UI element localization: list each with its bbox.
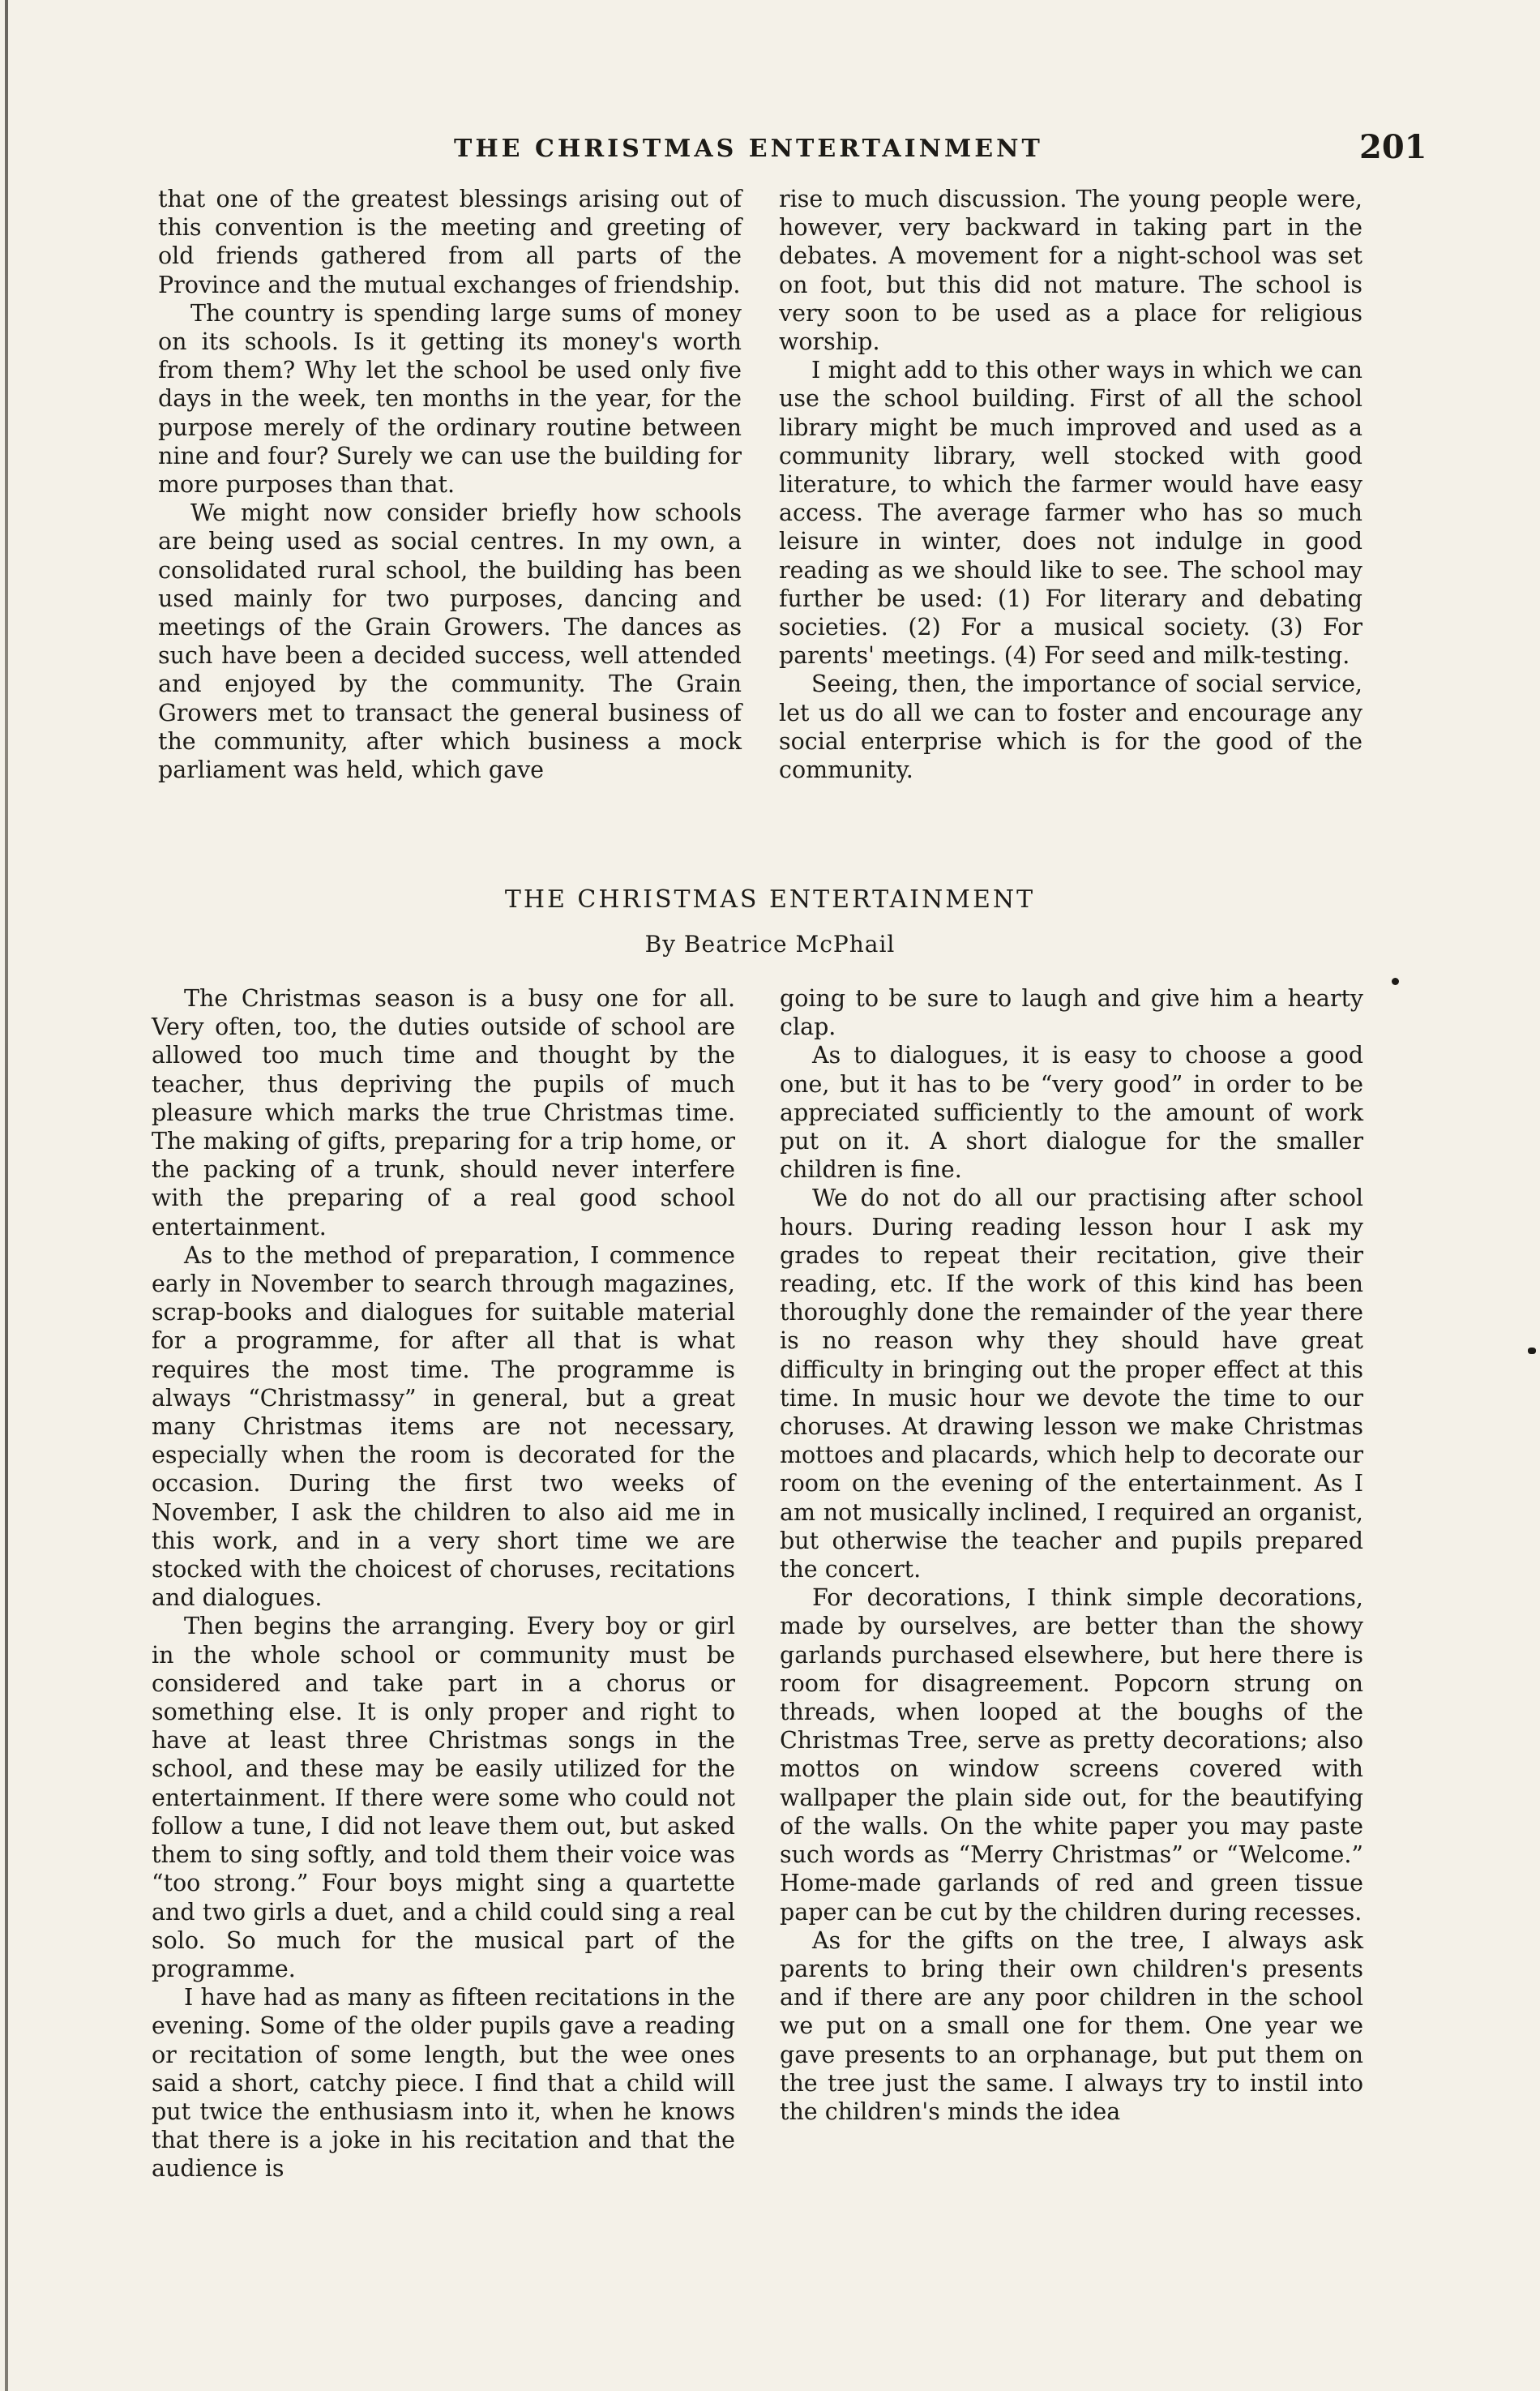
byline: By Beatrice McPhail [644,931,896,958]
paragraph: I have had as many as fifteen recitations in the evening. Some of the older pupils gave a reading or recitation of some length, but the wee ones said a short, catchy piece. I find that a child will put twice the enthusiasm into it, when he knows that there is a joke in his recitation and that the audience is [152,1984,735,2183]
article-two-right-column [780,984,1363,2126]
paragraph: We might now consider briefly how schools are being used as social centres. In my own, a consolidated rural school, the building has been used mainly for two purposes, dancing and meetings of the Grain Growers. The dances as such have been a decided success, well attended and enjoyed by the community. The Grain Growers met to transact the general business of the community, after which business a mock parliament was held, which gave [158,499,742,784]
paragraph: The Christmas season is a busy one for all. Very often, too, the duties outside of school are allowed too much time and thought by the teacher, thus depriving the pupils of much pleasure which marks the true Christmas time. The making of gifts, preparing for a trip home, or the packing of a trunk, should never interfere with the preparing of a real good school entertainment. [152,985,735,1240]
article-two-left-column [152,984,735,2183]
binding-edge [5,0,8,2391]
paragraph: I might add to this other ways in which we can use the school building. First of all the school library might be much improved and used as a community library, well stocked with good literature, to which the farmer would have easy access. The average farmer who has so much leisure in winter, does not indulge in good reading as we should like to see. The school may further be used: (1) For literary and debating societies. (2) For a musical society. (3) For parents' meetings. (4) For seed and milk-testing. [779,357,1362,670]
paragraph: As to the method of preparation, I commence early in November to search through magazines, scrap-books and dialogues for suitable material for a programme, for after all that is what requires the most time. The programme is always “Christmassy” in general, but a great many Christmas items are not necessary, especially when the room is decorated for the occasion. During the first two weeks of November, I ask the children to also aid me in this work, and in a very short time we are stocked with the choicest of choruses, recitations and dialogues. [152,1241,735,1612]
paragraph: We do not do all our practising after school hours. During reading lesson hour I ask my grades to repeat their recitation, give their reading, etc. If the work of this kind has been thoroughly done the remainder of the year there is no reason why they should have great difficulty in bringing out the proper effect at this time. In music hour we devote the time to our choruses. At drawing lesson we make Christmas mottoes and placards, which help to decorate our room on the evening of the entertainment. As I am not musically inclined, I required an organist, but otherwise the teacher and pupils prepared the concert. [780,1185,1363,1583]
article-one-left-column [158,185,742,784]
article-title: THE CHRISTMAS ENTERTAINMENT [504,885,1036,914]
paragraph: rise to much discussion. The young people were, however, very backward in taking part in the debates. A movement for a night-school was set on foot, but this did not mature. The school is very soon to be used as a place for religious worship. [779,186,1362,356]
ink-dot [1392,978,1399,985]
paragraph: going to be sure to laugh and give him a hearty clap. [780,985,1363,1041]
article-one-right-column [779,185,1362,784]
paragraph: that one of the greatest blessings arising out of this convention is the meeting and greeting of old friends gathered from all parts of the Province and the mutual exchanges of friendship. [158,186,742,298]
paragraph: For decorations, I think simple decorations, made by ourselves, are better than the showy garlands purchased elsewhere, but here there is room for disagreement. Popcorn strung on threads, when looped at the boughs of the Christmas Tree, serve as pretty decorations; also mottos on window screens covered with wallpaper the plain side out, for the beautifying of the walls. On the white paper you may paste such words as “Merry Christmas” or “Welcome.” Home-made garlands of red and green tissue paper can be cut by the children during recesses. [780,1584,1363,1926]
page-number: 201 [1359,128,1427,166]
paragraph: As to dialogues, it is easy to choose a good one, but it has to be “very good” in order to be appreciated sufficiently to the amount of work put on it. A short dialogue for the smaller children is fine. [780,1042,1363,1184]
paragraph: As for the gifts on the tree, I always ask parents to bring their own children's presents and if there are any poor children in the school we put on a small one for them. One year we gave presents to an orphanage, but put them on the tree just the same. I always try to instil into the children's minds the idea [780,1926,1363,2125]
margin-mark [1528,1348,1536,1354]
paragraph: Seeing, then, the importance of social service, let us do all we can to foster and encourage any social enterprise which is for the good of the community. [779,671,1362,784]
paragraph: The country is spending large sums of money on its schools. Is it getting its money's worth from them? Why let the school be used only five days in the week, ten months in the year, for the purpose merely of the ordinary routine between nine and four? Surely we can use the building for more purposes than that. [158,299,742,499]
running-head: THE CHRISTMAS ENTERTAINMENT [454,135,1043,163]
paragraph: Then begins the arranging. Every boy or girl in the whole school or community must be considered and take part in a chorus or something else. It is only proper and right to have at least three Christmas songs in the school, and these may be easily utilized for the entertainment. If there were some who could not follow a tune, I did not leave them out, but asked them to sing softly, and told them their voice was “too strong.” Four boys might sing a quartette and two girls a duet, and a child could sing a real solo. So much for the musical part of the programme. [152,1613,735,1982]
